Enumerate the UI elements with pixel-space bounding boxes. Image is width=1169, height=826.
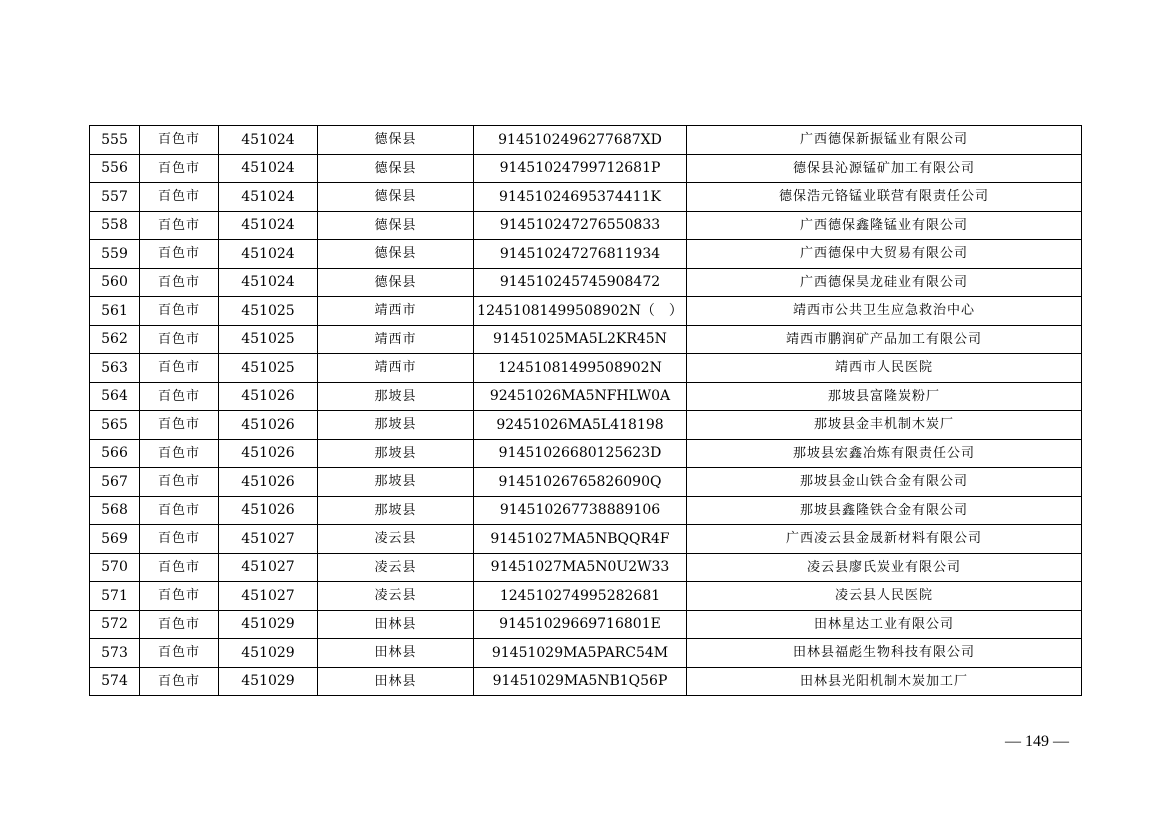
- city-cell: 百色市: [140, 468, 219, 497]
- county-cell: 那坡县: [318, 411, 474, 440]
- admin-code-cell: 451026: [219, 439, 318, 468]
- city-cell: 百色市: [140, 553, 219, 582]
- table-row: [90, 468, 1082, 497]
- row-number-cell: 563: [90, 354, 140, 383]
- credit-code-cell: 92451026MA5NFHLW0A: [474, 382, 687, 411]
- city-cell: 百色市: [140, 439, 219, 468]
- admin-code-cell: 451029: [219, 639, 318, 668]
- admin-code-cell: 451026: [219, 382, 318, 411]
- company-name-cell: 靖西市鹏润矿产品加工有限公司: [687, 325, 1082, 354]
- admin-code-cell: 451029: [219, 610, 318, 639]
- city-cell: 百色市: [140, 268, 219, 297]
- company-name-cell: 广西德保鑫隆锰业有限公司: [687, 211, 1082, 240]
- company-name-cell: 凌云县人民医院: [687, 582, 1082, 611]
- county-cell: 那坡县: [318, 496, 474, 525]
- admin-code-cell: 451026: [219, 411, 318, 440]
- credit-code-cell: 91451029MA5PARC54M: [474, 639, 687, 668]
- city-cell: 百色市: [140, 382, 219, 411]
- row-number-cell: 561: [90, 297, 140, 326]
- table-row: [90, 354, 1082, 383]
- admin-code-cell: 451027: [219, 525, 318, 554]
- county-cell: 田林县: [318, 610, 474, 639]
- credit-code-cell: 91451025MA5L2KR45N: [474, 325, 687, 354]
- table-row: [90, 183, 1082, 212]
- city-cell: 百色市: [140, 297, 219, 326]
- city-cell: 百色市: [140, 610, 219, 639]
- table-row: [90, 268, 1082, 297]
- admin-code-cell: 451026: [219, 496, 318, 525]
- company-name-cell: 那坡县金山铁合金有限公司: [687, 468, 1082, 497]
- admin-code-cell: 451029: [219, 667, 318, 696]
- table-row: [90, 240, 1082, 269]
- row-number-cell: 566: [90, 439, 140, 468]
- city-cell: 百色市: [140, 325, 219, 354]
- admin-code-cell: 451024: [219, 268, 318, 297]
- company-name-cell: 靖西市公共卫生应急救治中心: [687, 297, 1082, 326]
- table-row: [90, 639, 1082, 668]
- company-name-cell: 广西德保昊龙硅业有限公司: [687, 268, 1082, 297]
- county-cell: 靖西市: [318, 325, 474, 354]
- table-row: [90, 667, 1082, 696]
- row-number-cell: 574: [90, 667, 140, 696]
- row-number-cell: 565: [90, 411, 140, 440]
- city-cell: 百色市: [140, 354, 219, 383]
- row-number-cell: 562: [90, 325, 140, 354]
- county-cell: 那坡县: [318, 382, 474, 411]
- city-cell: 百色市: [140, 183, 219, 212]
- row-number-cell: 555: [90, 126, 140, 155]
- enterprise-table: [89, 125, 1082, 696]
- credit-code-cell: 92451026MA5L418198: [474, 411, 687, 440]
- credit-code-cell: 91451024695374411K: [474, 183, 687, 212]
- admin-code-cell: 451024: [219, 240, 318, 269]
- table-row: [90, 582, 1082, 611]
- credit-code-cell: 9145102496277687XD: [474, 126, 687, 155]
- credit-code-cell: 91451029669716801E: [474, 610, 687, 639]
- table-row: [90, 325, 1082, 354]
- row-number-cell: 567: [90, 468, 140, 497]
- row-number-cell: 560: [90, 268, 140, 297]
- city-cell: 百色市: [140, 411, 219, 440]
- admin-code-cell: 451025: [219, 354, 318, 383]
- admin-code-cell: 451024: [219, 183, 318, 212]
- page-number: — 149 —: [1005, 733, 1069, 750]
- company-name-cell: 田林县光阳机制木炭加工厂: [687, 667, 1082, 696]
- credit-code-cell: 91451024799712681P: [474, 154, 687, 183]
- admin-code-cell: 451024: [219, 154, 318, 183]
- row-number-cell: 571: [90, 582, 140, 611]
- row-number-cell: 564: [90, 382, 140, 411]
- county-cell: 那坡县: [318, 468, 474, 497]
- admin-code-cell: 451025: [219, 297, 318, 326]
- county-cell: 田林县: [318, 639, 474, 668]
- company-name-cell: 那坡县鑫隆铁合金有限公司: [687, 496, 1082, 525]
- city-cell: 百色市: [140, 126, 219, 155]
- row-number-cell: 557: [90, 183, 140, 212]
- company-name-cell: 德保浩元铬锰业联营有限责任公司: [687, 183, 1082, 212]
- admin-code-cell: 451027: [219, 582, 318, 611]
- company-name-cell: 凌云县廖氏炭业有限公司: [687, 553, 1082, 582]
- credit-code-cell: 91451027MA5NBQQR4F: [474, 525, 687, 554]
- credit-code-cell: 914510247276550833: [474, 211, 687, 240]
- row-number-cell: 568: [90, 496, 140, 525]
- table-row: [90, 382, 1082, 411]
- table-row: [90, 154, 1082, 183]
- city-cell: 百色市: [140, 525, 219, 554]
- credit-code-cell: 12451081499508902N: [474, 354, 687, 383]
- table-row: [90, 126, 1082, 155]
- admin-code-cell: 451024: [219, 126, 318, 155]
- county-cell: 德保县: [318, 211, 474, 240]
- row-number-cell: 570: [90, 553, 140, 582]
- credit-code-cell: 91451027MA5N0U2W33: [474, 553, 687, 582]
- county-cell: 德保县: [318, 240, 474, 269]
- city-cell: 百色市: [140, 154, 219, 183]
- credit-code-cell: 124510274995282681: [474, 582, 687, 611]
- county-cell: 凌云县: [318, 525, 474, 554]
- table-row: [90, 297, 1082, 326]
- company-name-cell: 那坡县金丰机制木炭厂: [687, 411, 1082, 440]
- county-cell: 靖西市: [318, 297, 474, 326]
- company-name-cell: 田林县福彪生物科技有限公司: [687, 639, 1082, 668]
- credit-code-cell: 12451081499508902N（ ）: [474, 297, 687, 326]
- table-row: [90, 439, 1082, 468]
- company-name-cell: 靖西市人民医院: [687, 354, 1082, 383]
- row-number-cell: 559: [90, 240, 140, 269]
- row-number-cell: 573: [90, 639, 140, 668]
- row-number-cell: 558: [90, 211, 140, 240]
- credit-code-cell: 914510245745908472: [474, 268, 687, 297]
- city-cell: 百色市: [140, 496, 219, 525]
- company-name-cell: 那坡县宏鑫冶炼有限责任公司: [687, 439, 1082, 468]
- county-cell: 德保县: [318, 268, 474, 297]
- credit-code-cell: 91451026680125623D: [474, 439, 687, 468]
- table-row: [90, 496, 1082, 525]
- city-cell: 百色市: [140, 639, 219, 668]
- county-cell: 德保县: [318, 126, 474, 155]
- table-row: [90, 211, 1082, 240]
- row-number-cell: 572: [90, 610, 140, 639]
- credit-code-cell: 914510267738889106: [474, 496, 687, 525]
- county-cell: 那坡县: [318, 439, 474, 468]
- company-name-cell: 广西德保中大贸易有限公司: [687, 240, 1082, 269]
- credit-code-cell: 914510247276811934: [474, 240, 687, 269]
- company-name-cell: 田林星达工业有限公司: [687, 610, 1082, 639]
- city-cell: 百色市: [140, 211, 219, 240]
- credit-code-cell: 91451029MA5NB1Q56P: [474, 667, 687, 696]
- table-row: [90, 525, 1082, 554]
- credit-code-cell: 91451026765826090Q: [474, 468, 687, 497]
- admin-code-cell: 451027: [219, 553, 318, 582]
- table-row: [90, 411, 1082, 440]
- county-cell: 凌云县: [318, 553, 474, 582]
- table-row: [90, 553, 1082, 582]
- company-name-cell: 那坡县富隆炭粉厂: [687, 382, 1082, 411]
- admin-code-cell: 451025: [219, 325, 318, 354]
- city-cell: 百色市: [140, 240, 219, 269]
- county-cell: 凌云县: [318, 582, 474, 611]
- company-name-cell: 德保县沁源锰矿加工有限公司: [687, 154, 1082, 183]
- county-cell: 德保县: [318, 183, 474, 212]
- county-cell: 德保县: [318, 154, 474, 183]
- city-cell: 百色市: [140, 582, 219, 611]
- company-name-cell: 广西凌云县金晟新材料有限公司: [687, 525, 1082, 554]
- admin-code-cell: 451026: [219, 468, 318, 497]
- table-row: [90, 610, 1082, 639]
- row-number-cell: 569: [90, 525, 140, 554]
- table-body: [90, 126, 1082, 696]
- admin-code-cell: 451024: [219, 211, 318, 240]
- row-number-cell: 556: [90, 154, 140, 183]
- city-cell: 百色市: [140, 667, 219, 696]
- county-cell: 靖西市: [318, 354, 474, 383]
- company-name-cell: 广西德保新振锰业有限公司: [687, 126, 1082, 155]
- county-cell: 田林县: [318, 667, 474, 696]
